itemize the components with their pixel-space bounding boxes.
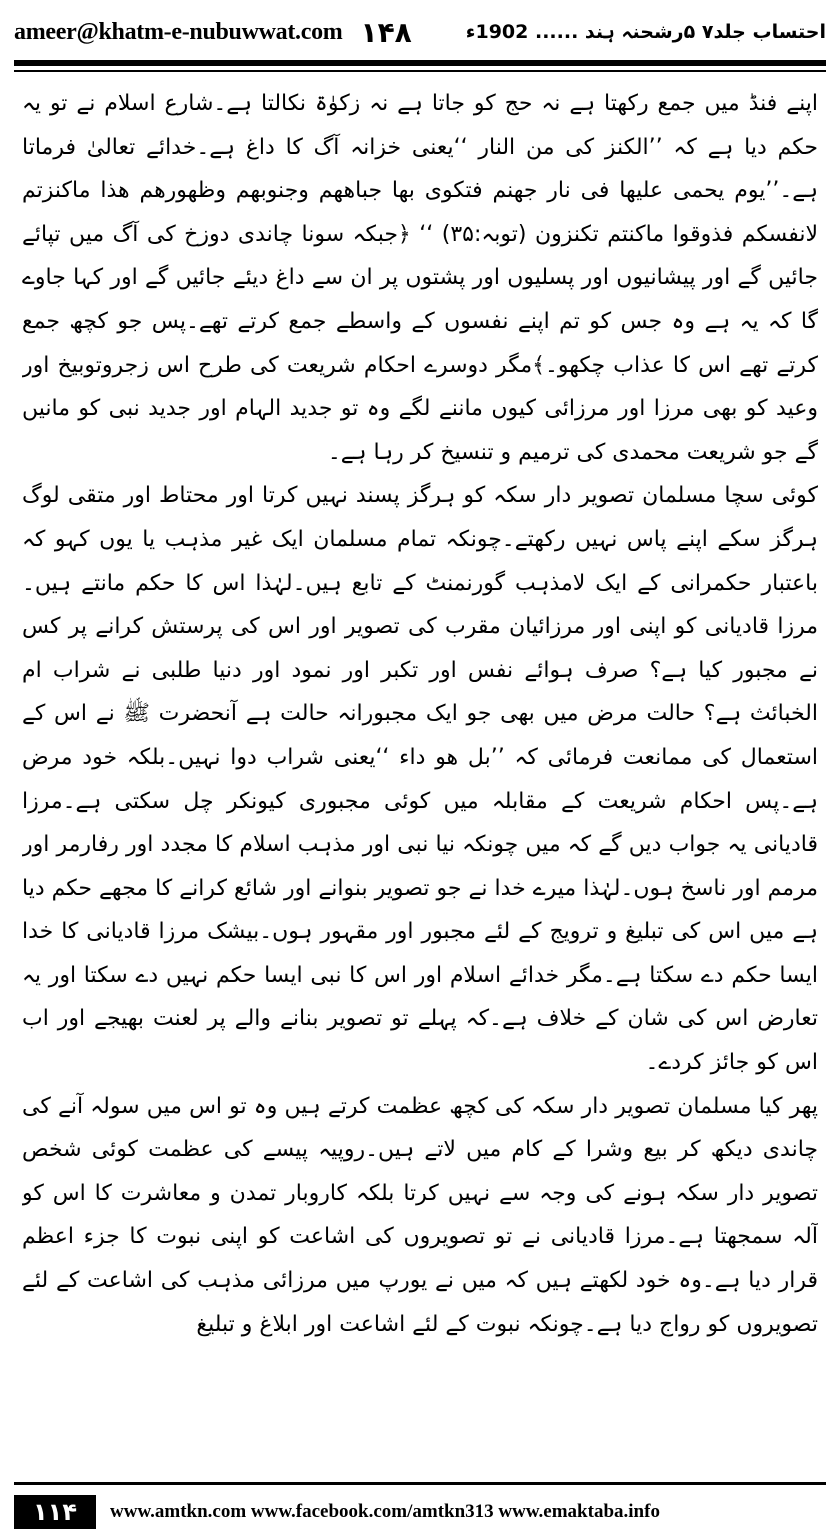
- paragraph-1: اپنے فنڈ میں جمع رکھتا ہے نہ حج کو جاتا ہے نہ زکوٰۃ نکالتا ہے۔شارع اسلام نے تو یہ حکم دیا ہے کہ ’’الکنز کی من النار ‘‘یعنی خزانہ آگ کا داغ ہے۔خدائے تعالیٰ فرماتا ہے۔’’یوم یحمی علیھا فی نار جھنم فتکوی بھا جباھھم وجنوبھم وظھورھم ھذا ماکنزتم لانفسکم فذوقوا ماکنتم تکنزون (توبہ:۳۵) ‘‘ ﴿جبکہ سونا چاندی دوزخ کی آگ میں تپائے جائیں گے اور پیشانیوں اور پسلیوں اور پشتوں پر ان سے داغ دیئے جائیں گے اور کہا جاوے گا کہ یہ ہے وہ جس کو تم اپنے نفسوں کے واسطے جمع کرتے تھے۔پس جو کچھ جمع کرتے تھے اس کا عذاب چکھو۔﴾مگر دوسرے احکام شریعت کی طرح اس زجروتوبیخ اور وعید کو بھی مرزا اور مرزائی کیوں ماننے لگے وہ تو جدید الہام اور جدید نبی کو مانیں گے جو شریعت محمدی کی ترمیم و تنسیخ کر رہا ہے۔: [22, 91, 818, 465]
- header-left-group: [14, 16, 412, 49]
- paragraph-2: کوئی سچا مسلمان تصویر دار سکہ کو ہرگز پسند نہیں کرتا اور محتاط اور متقی لوگ ہرگز سکے اپنے پاس نہیں رکھتے۔چونکہ تمام مسلمان ایک غیر مذہب یا یوں کہو کہ باعتبار حکمرانی کے ایک لامذہب گورنمنٹ کے تابع ہیں۔لہٰذا اس کا حکم مانتے ہیں۔مرزا قادیانی کو اپنی اور مرزائیان مقرب کی تصویر اور اس کی پرستش کرانے پر کس نے مجبور کیا ہے؟ صرف ہوائے نفس اور تکبر اور نمود اور دنیا طلبی نے شراب ام الخبائث ہے؟ حالت مرض میں بھی جو ایک مجبورانہ حالت ہے آنحضرت ﷺ نے اس کے استعمال کی ممانعت فرمائی کہ ’’بل ھو داء ‘‘یعنی شراب دوا نہیں۔بلکہ خود مرض ہے۔پس احکام شریعت کے مقابلہ میں کوئی مجبوری کیونکر چل سکتی ہے۔مرزا قادیانی یہ جواب دیں گے کہ میں چونکہ نیا نبی اور مذہب اسلام کا مجدد اور رفارمر اور مرمم اور ناسخ ہوں۔لہٰذا میرے خدا نے جو تصویر بنوانے اور شائع کرانے کا مجھے حکم دیا ہے میں اس کی تبلیغ و ترویج کے لئے مجبور اور مقہور ہوں۔بیشک مرزا قادیانی کا خدا ایسا حکم دے سکتا ہے۔مگر خدائے اسلام اور اس کا نبی ایسا حکم نہیں دے سکتا اور یہ تعارض اس کی شان کے خلاف ہے۔کہ پہلے تو تصویر بنانے والے پر لعنت بھیجے اور اب اس کو جائز کردے۔: [22, 483, 818, 1076]
- page-header: [14, 10, 826, 54]
- header-page-number: ۱۴۸: [360, 15, 412, 49]
- footer-page-number: ۱۱۴: [14, 1495, 96, 1529]
- page-footer: [14, 1494, 826, 1530]
- header-rule-thin: [14, 70, 826, 72]
- body-text: [22, 82, 818, 1460]
- footer-rule: [14, 1482, 826, 1485]
- paragraph-3: پھر کیا مسلمان تصویر دار سکہ کی کچھ عظمت کرتے ہیں وہ تو اس میں سولہ آنے کی چاندی دیکھ کر بیع وشرا کے کام میں لاتے ہیں۔روپیہ پیسے کی عظمت کوئی شخص تصویر دار سکہ ہونے کی وجہ سے نہیں کرتا بلکہ کاروبار تمدن و معاشرت کا اس کو آلہ سمجھتا ہے۔مرزا قادیانی نے تو تصویروں کی اشاعت کو اپنی نبوت کا جزء اعظم قرار دیا ہے۔وہ خود لکھتے ہیں کہ میں نے یورپ میں مرزائی مذہب کی اشاعت کے لئے تصویروں کو رواج دیا ہے۔چونکہ نبوت کے لئے اشاعت اور ابلاغ و تبلیغ: [22, 1093, 818, 1337]
- header-book-title: احتساب جلد۷ ۵رشحنہ ہند ...... 1902ء: [465, 21, 826, 43]
- header-email: ameer@khatm-e-nubuwwat.com: [14, 18, 343, 45]
- footer-links[interactable]: www.amtkn.com www.facebook.com/amtkn313 www.emaktaba.info: [110, 1501, 660, 1522]
- header-rule-thick: [14, 60, 826, 66]
